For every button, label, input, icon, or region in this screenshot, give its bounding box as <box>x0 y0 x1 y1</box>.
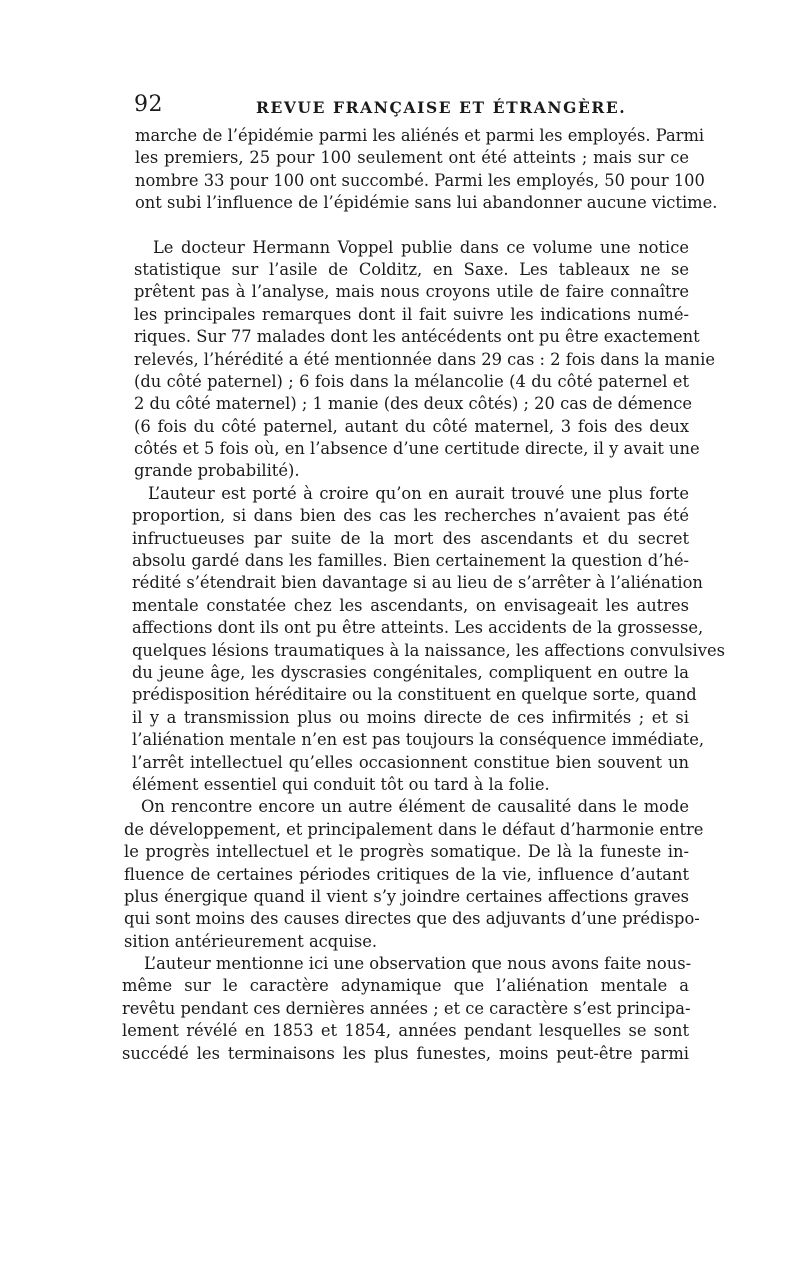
text-line: lement révélé en 1853 et 1854, années pendant lesquelles se sont <box>122 1021 689 1041</box>
paragraph <box>117 125 718 215</box>
text-line: fluence de certaines périodes critiques de la vie, influence d’autant <box>124 864 689 884</box>
text-line: grande probabilité). <box>134 461 300 481</box>
text-line: rédité s’étendrait bien davantage si au lieu de s’arrêter à l’aliénation <box>132 573 703 593</box>
text-line: 2 du côté maternel) ; 1 manie (des deux côtés) ; 20 cas de démence <box>134 394 693 414</box>
text-line: (du côté paternel) ; 6 fois dans la mélancolie (4 du côté paternel et <box>134 371 689 391</box>
text-line: affections dont ils ont pu être atteints. Les accidents de la grossesse, <box>132 618 704 638</box>
text-line: marche de l’épidémie parmi les aliénés et parmi les employés. Parmi <box>135 126 705 145</box>
text-line: proportion, si dans bien des cas les recherches n’avaient pas été <box>132 506 689 526</box>
text-line: succédé les terminaisons les plus funestes, moins peut-être parmi <box>122 1043 689 1063</box>
text-line: élément essentiel qui conduit tôt ou tard à la folie. <box>132 774 550 794</box>
text-line: riques. Sur 77 malades dont les antécédents ont pu être exactement <box>134 327 700 347</box>
page-header <box>134 92 680 122</box>
text-line: infructueuses par suite de la mort des ascendants et du secret <box>132 528 689 548</box>
text-line: relevés, l’hérédité a été mentionnée dans 29 cas : 2 fois dans la manie <box>134 349 715 369</box>
text-line: L’auteur est porté à croire qu’on en aurait trouvé une plus forte <box>148 483 689 503</box>
text-line: revêtu pendant ces dernières années ; et ce caractère s’est principa- <box>122 998 691 1018</box>
text-line: L’auteur mentionne ici une observation que nous avons faite nous- <box>144 954 692 974</box>
text-line: qui sont moins des causes directes que des adjuvants d’une prédispo- <box>124 909 700 929</box>
text-line: (6 fois du côté paternel, autant du côté maternel, 3 fois des deux <box>134 416 689 436</box>
paragraph <box>117 483 725 796</box>
text-line: quelques lésions traumatiques à la naissance, les affections convulsives <box>132 640 725 660</box>
text-line: prêtent pas à l’analyse, mais nous croyons utile de faire connaître <box>134 282 689 302</box>
page-number: 92 <box>134 92 163 117</box>
text-line: statistique sur l’asile de Colditz, en Saxe. Les tableaux ne se <box>134 259 689 279</box>
text-line: l’aliénation mentale n’en est pas toujours la conséquence immédiate, <box>132 730 705 750</box>
text-line: Le docteur Hermann Voppel publie dans ce volume une notice <box>153 237 689 257</box>
text-line: ont subi l’influence de l’épidémie sans lui abandonner aucune victime. <box>135 193 718 213</box>
text-line: On rencontre encore un autre élément de causalité dans le mode <box>141 797 689 817</box>
text-line: absolu gardé dans les familles. Bien certainement la question d’hé- <box>132 551 689 571</box>
text-line: le progrès intellectuel et le progrès somatique. De là la funeste in- <box>124 842 689 862</box>
text-line: de développement, et principalement dans le défaut d’harmonie entre <box>124 819 704 839</box>
paragraph <box>117 237 715 483</box>
text-line: l’arrêt intellectuel qu’elles occasionnent constitue bien souvent un <box>132 752 689 772</box>
running-title: REVUE FRANÇAISE ET ÉTRANGÈRE. <box>256 98 627 117</box>
paragraph <box>117 953 692 1065</box>
body-text <box>117 125 725 1065</box>
text-line: les premiers, 25 pour 100 seulement ont été atteints ; mais sur ce <box>135 148 689 168</box>
text-line: il y a transmission plus ou moins directe de ces infirmités ; et si <box>132 707 689 727</box>
text-line: du jeune âge, les dyscrasies congénitales, compliquent en outre la <box>132 662 689 682</box>
paragraph <box>117 796 704 953</box>
text-line: les principales remarques dont il fait suivre les indications numé- <box>134 304 689 324</box>
text-line: prédisposition héréditaire ou la constituent en quelque sorte, quand <box>132 685 697 705</box>
text-line: plus énergique quand il vient s’y joindre certaines affections graves <box>124 886 689 906</box>
text-line: sition antérieurement acquise. <box>124 931 378 951</box>
text-line: même sur le caractère adynamique que l’aliénation mentale a <box>122 976 689 996</box>
text-line: mentale constatée chez les ascendants, on envisageait les autres <box>132 595 689 615</box>
text-line: nombre 33 pour 100 ont succombé. Parmi les employés, 50 pour 100 <box>135 170 705 190</box>
text-line: côtés et 5 fois où, en l’absence d’une certitude directe, il y avait une <box>134 439 700 459</box>
